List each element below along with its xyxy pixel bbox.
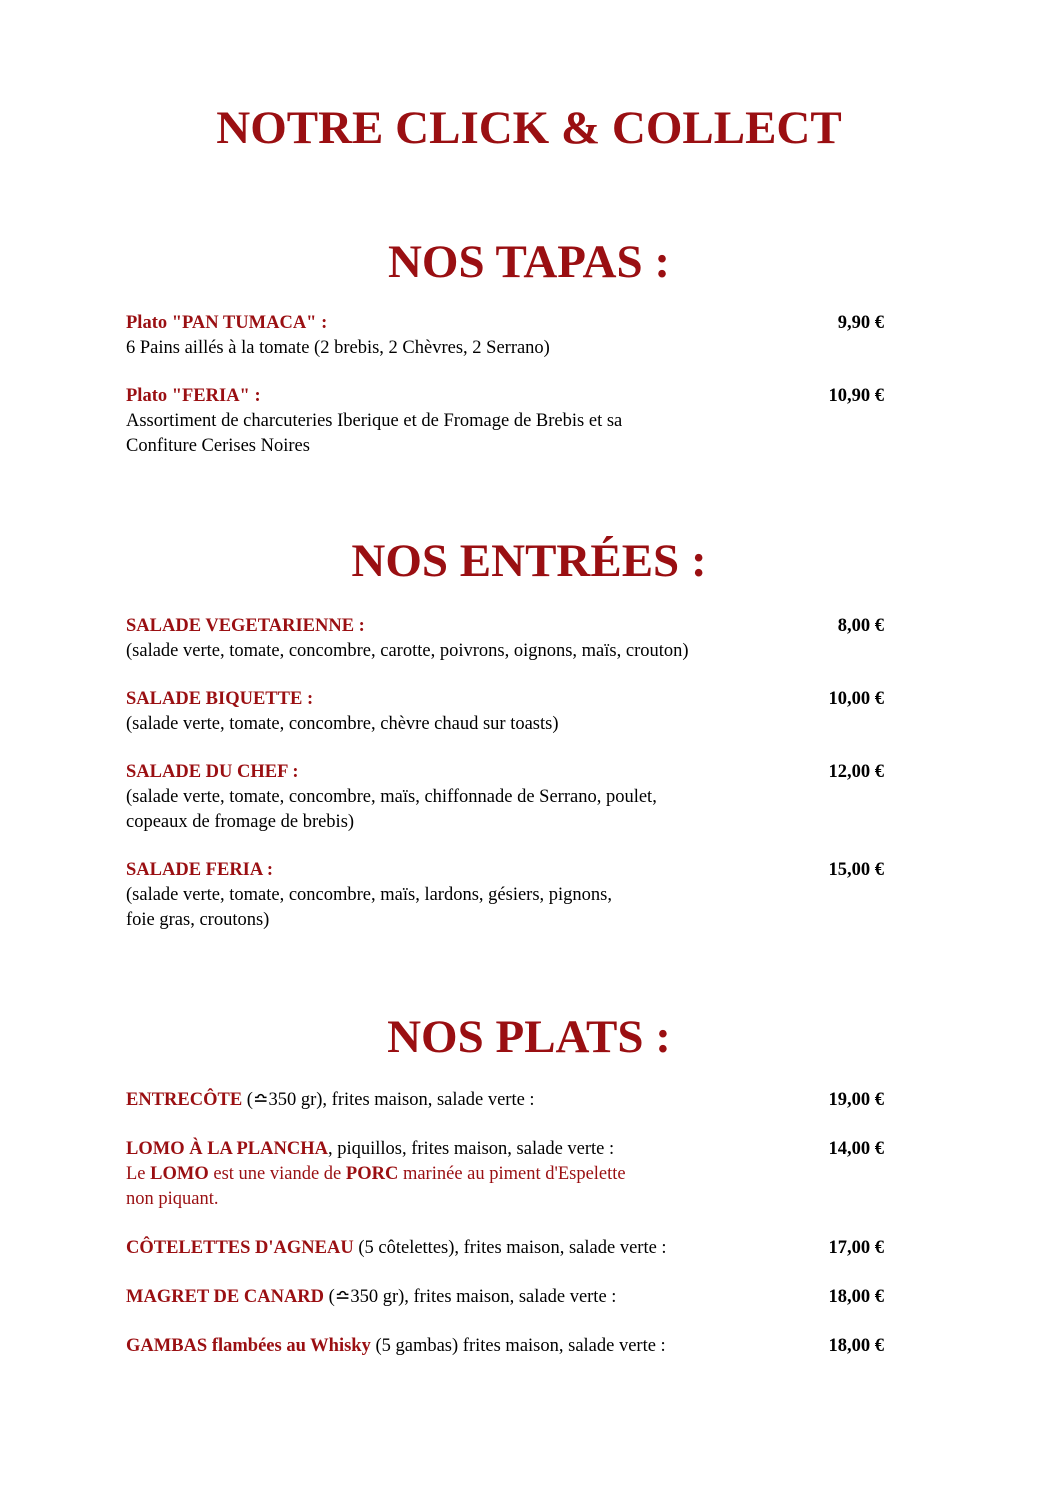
menu-item [126, 1137, 884, 1212]
menu-item [126, 1236, 884, 1261]
note-text: est une viande de [208, 1164, 346, 1184]
dish-description: (5 côtelettes), frites maison, salade verte : [353, 1238, 667, 1258]
dish-price: 9,90 € [837, 313, 884, 333]
note-text: non piquant. [126, 1189, 219, 1209]
dish-name: LOMO À LA PLANCHA [126, 1139, 328, 1159]
section-heading-tapas: NOS TAPAS : [387, 236, 671, 288]
dish-name: SALADE FERIA : [126, 860, 273, 880]
dish-name: Plato "FERIA" : [126, 386, 261, 406]
dish-name: GAMBAS flambées au Whisky [126, 1336, 371, 1356]
menu-item [126, 760, 884, 835]
menu-item [126, 311, 884, 361]
menu-item [126, 1088, 884, 1113]
note-highlight: LOMO [150, 1164, 209, 1184]
dish-name: SALADE DU CHEF : [126, 762, 299, 782]
dish-description: Confiture Cerises Noires [126, 436, 310, 456]
dish-price: 19,00 € [828, 1090, 884, 1110]
dish-description: 6 Pains aillés à la tomate (2 brebis, 2 Chèvres, 2 Serrano) [126, 338, 550, 358]
menu-item [126, 858, 884, 933]
dish-description: (salade verte, tomate, concombre, maïs, lardons, gésiers, pignons, [126, 885, 612, 905]
dish-name: SALADE VEGETARIENNE : [126, 616, 365, 636]
dish-description: (5 gambas) frites maison, salade verte : [370, 1336, 666, 1356]
menu-item [126, 1285, 884, 1310]
note-highlight: PORC [345, 1164, 399, 1184]
section-heading-entrees: NOS ENTRÉES : [351, 535, 707, 587]
note-text: Le [126, 1164, 151, 1184]
dish-name: ENTRECÔTE [126, 1090, 243, 1110]
dish-price: 15,00 € [828, 860, 884, 880]
dish-description: foie gras, croutons) [126, 910, 270, 930]
dish-name: SALADE BIQUETTE : [126, 689, 314, 709]
dish-description: (≏350 gr), frites maison, salade verte : [242, 1090, 535, 1110]
note-text: marinée au piment d'Espelette [398, 1164, 626, 1184]
dish-price: 8,00 € [837, 616, 884, 636]
dish-description: , piquillos, frites maison, salade verte : [327, 1139, 615, 1159]
dish-description: (salade verte, tomate, concombre, maïs, chiffonnade de Serrano, poulet, [126, 787, 657, 807]
menu-item [126, 687, 884, 737]
dish-description: copeaux de fromage de brebis) [126, 812, 355, 832]
dish-note [126, 1162, 884, 1187]
dish-price: 10,00 € [828, 689, 884, 709]
dish-description: (salade verte, tomate, concombre, chèvre chaud sur toasts) [126, 714, 559, 734]
dish-price: 18,00 € [828, 1287, 884, 1307]
page-title: NOTRE CLICK & COLLECT [216, 102, 842, 154]
menu-item [126, 614, 884, 664]
dish-name: CÔTELETTES D'AGNEAU [126, 1238, 354, 1258]
menu-item [126, 384, 884, 459]
menu-item [126, 1334, 884, 1359]
section-heading-plats: NOS PLATS : [387, 1011, 671, 1063]
dish-price: 14,00 € [828, 1139, 884, 1159]
dish-price: 18,00 € [828, 1336, 884, 1356]
dish-price: 12,00 € [828, 762, 884, 782]
dish-price: 17,00 € [828, 1238, 884, 1258]
dish-description: (≏350 gr), frites maison, salade verte : [324, 1287, 617, 1307]
dish-name: Plato "PAN TUMACA" : [126, 313, 328, 333]
dish-name: MAGRET DE CANARD [126, 1287, 325, 1307]
dish-price: 10,90 € [828, 386, 884, 406]
dish-description: (salade verte, tomate, concombre, carotte, poivrons, oignons, maïs, crouton) [126, 641, 689, 661]
dish-description: Assortiment de charcuteries Iberique et de Fromage de Brebis et sa [126, 411, 623, 431]
